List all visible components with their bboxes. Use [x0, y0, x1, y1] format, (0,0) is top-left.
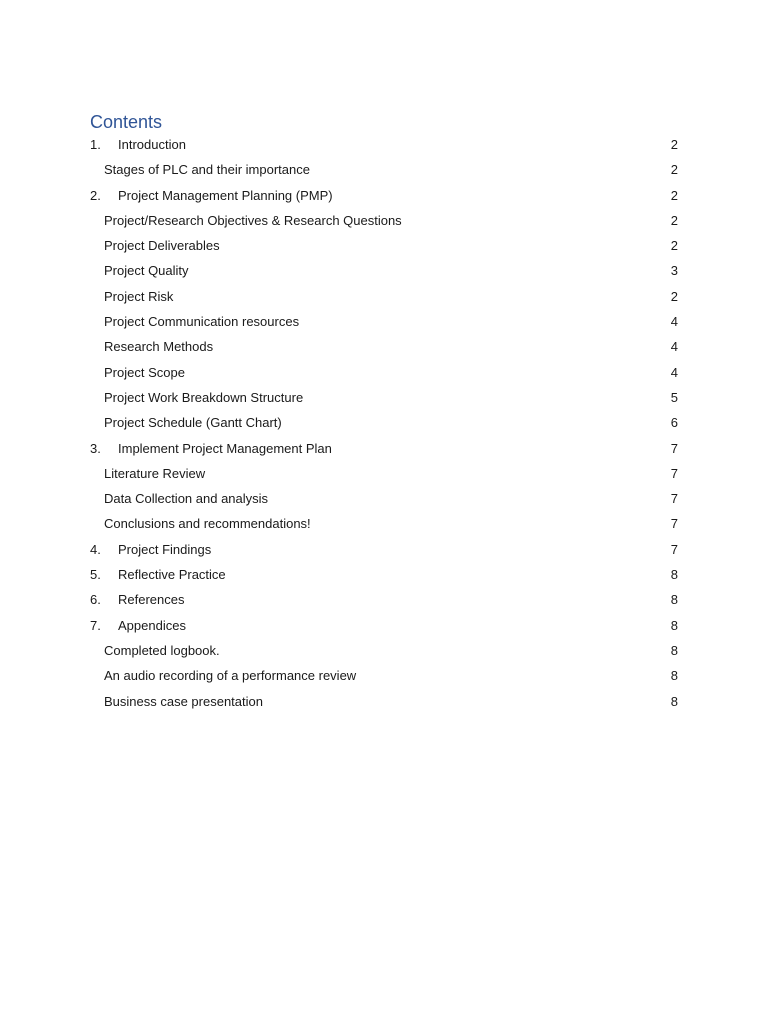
toc-entry-title: Appendices — [118, 617, 186, 633]
toc-entry-page-number: 4 — [670, 314, 678, 330]
toc-entry-title: Business case presentation — [104, 693, 263, 709]
toc-entry-title: Conclusions and recommendations! — [104, 516, 311, 532]
toc-entry-number: 6. — [90, 592, 101, 608]
toc-entry-page-number: 8 — [670, 592, 678, 608]
toc-entry[interactable] — [90, 689, 680, 714]
toc-entry-page-number: 2 — [670, 288, 678, 304]
toc-entry-title: Project Work Breakdown Structure — [104, 389, 304, 405]
toc-entry-page-number: 2 — [670, 137, 678, 152]
toc-entry-page-number: 8 — [670, 693, 678, 709]
toc-entry-number: 1. — [90, 137, 101, 152]
toc-entry[interactable] — [90, 486, 680, 511]
toc-entry-number: 7. — [90, 617, 101, 633]
toc-entry[interactable] — [90, 385, 680, 410]
toc-entry-title: Literature Review — [104, 465, 206, 481]
toc-entry-number: 3. — [90, 440, 101, 456]
toc-entry[interactable] — [90, 183, 680, 208]
toc-entry-page-number: 4 — [670, 339, 678, 355]
toc-entry-page-number: 8 — [670, 617, 678, 633]
toc-entry[interactable] — [90, 562, 680, 587]
toc-entry-title: Data Collection and analysis — [104, 491, 269, 507]
toc-entry-page-number: 8 — [670, 642, 678, 658]
toc-entry-number: 2. — [90, 187, 101, 203]
toc-entry[interactable] — [90, 410, 680, 435]
toc-entry-page-number: 6 — [670, 415, 678, 431]
toc-entry-page-number: 7 — [670, 541, 678, 557]
toc-entry-page-number: 8 — [670, 668, 678, 684]
toc-entry-title: Project Deliverables — [104, 238, 220, 254]
toc-entry-page-number: 2 — [670, 187, 678, 203]
toc-entry-title: Research Methods — [104, 339, 214, 355]
toc-entry[interactable] — [90, 258, 680, 283]
toc-entry-page-number: 2 — [670, 162, 678, 178]
toc-entry[interactable] — [90, 208, 680, 233]
toc-entry-number: 5. — [90, 567, 101, 583]
toc-entry-title: Implement Project Management Plan — [118, 440, 332, 456]
toc-entry-title: Project Risk — [104, 288, 174, 304]
toc-entry-title: Introduction — [118, 137, 186, 152]
toc-entry[interactable] — [90, 587, 680, 612]
toc-entry[interactable] — [90, 157, 680, 182]
toc-entry[interactable] — [90, 233, 680, 258]
toc-entry-title: Project Scope — [104, 364, 185, 380]
toc-entry-title: Project Schedule (Gantt Chart) — [104, 415, 282, 431]
toc-entry-title: Project Communication resources — [104, 314, 300, 330]
toc-entry-title: Project/Research Objectives & Research Questions — [104, 212, 402, 228]
toc-entry-page-number: 7 — [670, 516, 678, 532]
toc-entry-page-number: 5 — [670, 389, 678, 405]
toc-entry[interactable] — [90, 638, 680, 663]
toc-entry[interactable] — [90, 309, 680, 334]
toc-entry[interactable] — [90, 537, 680, 562]
toc-entry-number: 4. — [90, 541, 101, 557]
toc-entry[interactable] — [90, 461, 680, 486]
toc-entry-page-number: 2 — [670, 238, 678, 254]
table-of-contents — [90, 132, 680, 714]
toc-entry-title: Project Findings — [118, 541, 212, 557]
toc-entry-title: Stages of PLC and their importance — [104, 162, 310, 178]
toc-entry[interactable] — [90, 436, 680, 461]
toc-entry[interactable] — [90, 284, 680, 309]
toc-entry-title: Project Quality — [104, 263, 189, 279]
toc-entry-page-number: 7 — [670, 440, 678, 456]
toc-entry-title: References — [118, 592, 185, 608]
toc-entry-page-number: 7 — [670, 491, 678, 507]
toc-entry-page-number: 4 — [670, 364, 678, 380]
toc-entry-title: Completed logbook. — [104, 642, 220, 658]
toc-entry-page-number: 7 — [670, 465, 678, 481]
toc-entry[interactable] — [90, 613, 680, 638]
toc-title: Contents — [90, 112, 163, 132]
toc-entry[interactable] — [90, 132, 680, 157]
toc-entry-page-number: 3 — [670, 263, 678, 279]
toc-entry-title: An audio recording of a performance review — [104, 668, 357, 684]
toc-entry[interactable] — [90, 360, 680, 385]
toc-entry-title: Project Management Planning (PMP) — [118, 187, 333, 203]
toc-entry-title: Reflective Practice — [118, 567, 226, 583]
toc-entry-page-number: 8 — [670, 567, 678, 583]
toc-entry-page-number: 2 — [670, 212, 678, 228]
toc-entry[interactable] — [90, 663, 680, 688]
toc-entry[interactable] — [90, 511, 680, 536]
toc-entry[interactable] — [90, 334, 680, 359]
